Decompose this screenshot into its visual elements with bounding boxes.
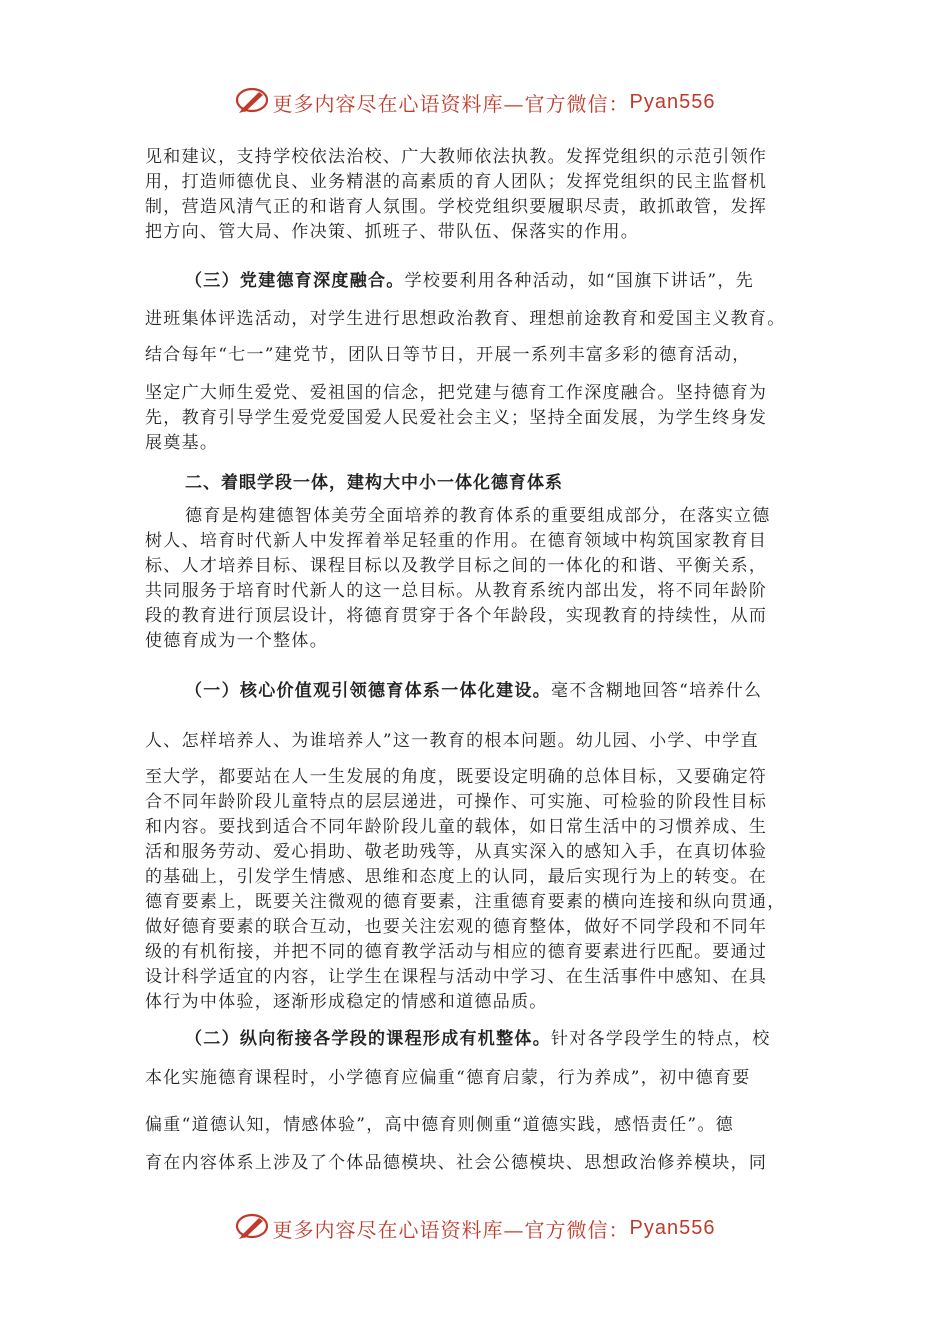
paragraph-line (185, 680, 810, 702)
paragraph-line: 人、怎样培养人、为谁培养人”这一教育的根本问题。幼儿园、小学、中学直 (145, 731, 759, 751)
banner-text: 更多内容尽在心语资料库—官方微信： (272, 1218, 630, 1242)
subsection-heading: （一）核心价值观引领德育体系一体化建设。 (185, 681, 551, 700)
paragraph-line: 做好德育要素的联合互动，也要关注宏观的德育整体，做好不同学段和不同年 (145, 917, 768, 937)
paragraph-line: 至大学，都要站在人一生发展的角度，既要设定明确的总体目标，又要确定符 (145, 767, 768, 787)
paragraph-line: 育在内容体系上涉及了个体品德模块、社会公德模块、思想政治修养模块，同 (145, 1153, 768, 1173)
banner-text: 更多内容尽在心语资料库—官方微信： (272, 92, 630, 116)
paragraph-line: 的基础上，引发学生情感、思维和态度上的认同，最后实现行为上的转变。在 (145, 867, 768, 887)
paragraph-line: 坚定广大师生爱党、爱祖国的信念，把党建与德育工作深度融合。坚持德育为 (145, 383, 768, 403)
paragraph-text: 毫不含糊地回答“培养什么 (551, 681, 763, 701)
paragraph-line: 段的教育进行顶层设计，将德育贯穿于各个年龄段，实现教育的持续性，从而 (145, 606, 768, 626)
paragraph-line: 设计科学适宜的内容，让学生在课程与活动中学习、在生活事件中感知、在具 (145, 967, 768, 987)
paragraph-line: 体行为中体验，逐渐形成稳定的情感和道德品质。 (145, 992, 548, 1012)
paragraph-line: 共同服务于培育时代新人的这一总目标。从教育系统内部出发，将不同年龄阶 (145, 581, 768, 601)
paragraph-line: 进班集体评选活动，对学生进行思想政治教育、理想前途教育和爱国主义教育。 (145, 309, 786, 329)
paragraph-line: 见和建议，支持学校依法治校、广大教师依法执教。发挥党组织的示范引领作 (145, 147, 768, 167)
section-heading: 二、着眼学段一体，建构大中小一体化德育体系 (185, 473, 563, 492)
paragraph-line: 制，营造风清气正的和谐育人氛围。学校党组织要履职尽责，敢抓敢管，发挥 (145, 197, 768, 217)
paragraph-line: 合不同年龄阶段儿童特点的层层递进，可操作、可实施、可检验的阶段性目标 (145, 792, 768, 812)
paragraph-line: 本化实施德育课程时，小学德育应偏重“德育启蒙，行为养成”，初中德育要 (145, 1068, 751, 1088)
paragraph-line: 标、人才培养目标、课程目标以及教学目标之间的一体化的和谐、平衡关系， (145, 556, 768, 576)
pen-logo-icon (235, 1212, 269, 1245)
subsection-heading: （二）纵向衔接各学段的课程形成有机整体。 (185, 1029, 551, 1048)
header-banner (0, 86, 950, 119)
banner-wechat-id: Pyan556 (629, 91, 716, 113)
paragraph-line: 德育要素上，既要关注微观的德育要素，注重德育要素的横向连接和纵向贯通， (145, 892, 786, 912)
paragraph-line: 偏重“道德认知，情感体验”，高中德育则侧重“道德实践，感悟责任”。德 (145, 1115, 734, 1135)
paragraph-line (185, 1028, 810, 1050)
pen-logo-icon (235, 86, 269, 119)
subsection-heading: （三）党建德育深度融合。 (185, 271, 405, 290)
paragraph-line: 级的有机衔接，并把不同的德育教学活动与相应的德育要素进行匹配。要通过 (145, 942, 768, 962)
paragraph-line: 使德育成为一个整体。 (145, 631, 328, 651)
paragraph-line: 把方向、管大局、作决策、抓班子、带队伍、保落实的作用。 (145, 222, 640, 242)
paragraph-line: 用，打造师德优良、业务精湛的高素质的育人团队；发挥党组织的民主监督机 (145, 172, 768, 192)
paragraph-line: 结合每年“七一”建党节，团队日等节日，开展一系列丰富多彩的德育活动， (145, 345, 751, 365)
paragraph-line: 展奠基。 (145, 433, 219, 453)
paragraph-text: 学校要利用各种活动，如“国旗下讲话”，先 (404, 271, 754, 291)
banner-wechat-id: Pyan556 (629, 1217, 716, 1239)
paragraph-line: 和内容。要找到适合不同年龄阶段儿童的载体，如日常生活中的习惯养成、生 (145, 817, 768, 837)
paragraph-line: 先，教育引导学生爱党爱国爱人民爱社会主义；坚持全面发展，为学生终身发 (145, 408, 768, 428)
footer-banner (0, 1212, 950, 1245)
paragraph-line: 树人、培育时代新人中发挥着举足轻重的作用。在德育领域中构筑国家教育目 (145, 531, 768, 551)
paragraph-line: 活和服务劳动、爱心捐助、敬老助残等，从真实深入的感知入手，在真切体验 (145, 842, 768, 862)
paragraph-line (185, 270, 810, 292)
paragraph-line: 德育是构建德智体美劳全面培养的教育体系的重要组成部分，在落实立德 (185, 506, 771, 526)
paragraph-text: 针对各学段学生的特点，校 (551, 1029, 771, 1049)
